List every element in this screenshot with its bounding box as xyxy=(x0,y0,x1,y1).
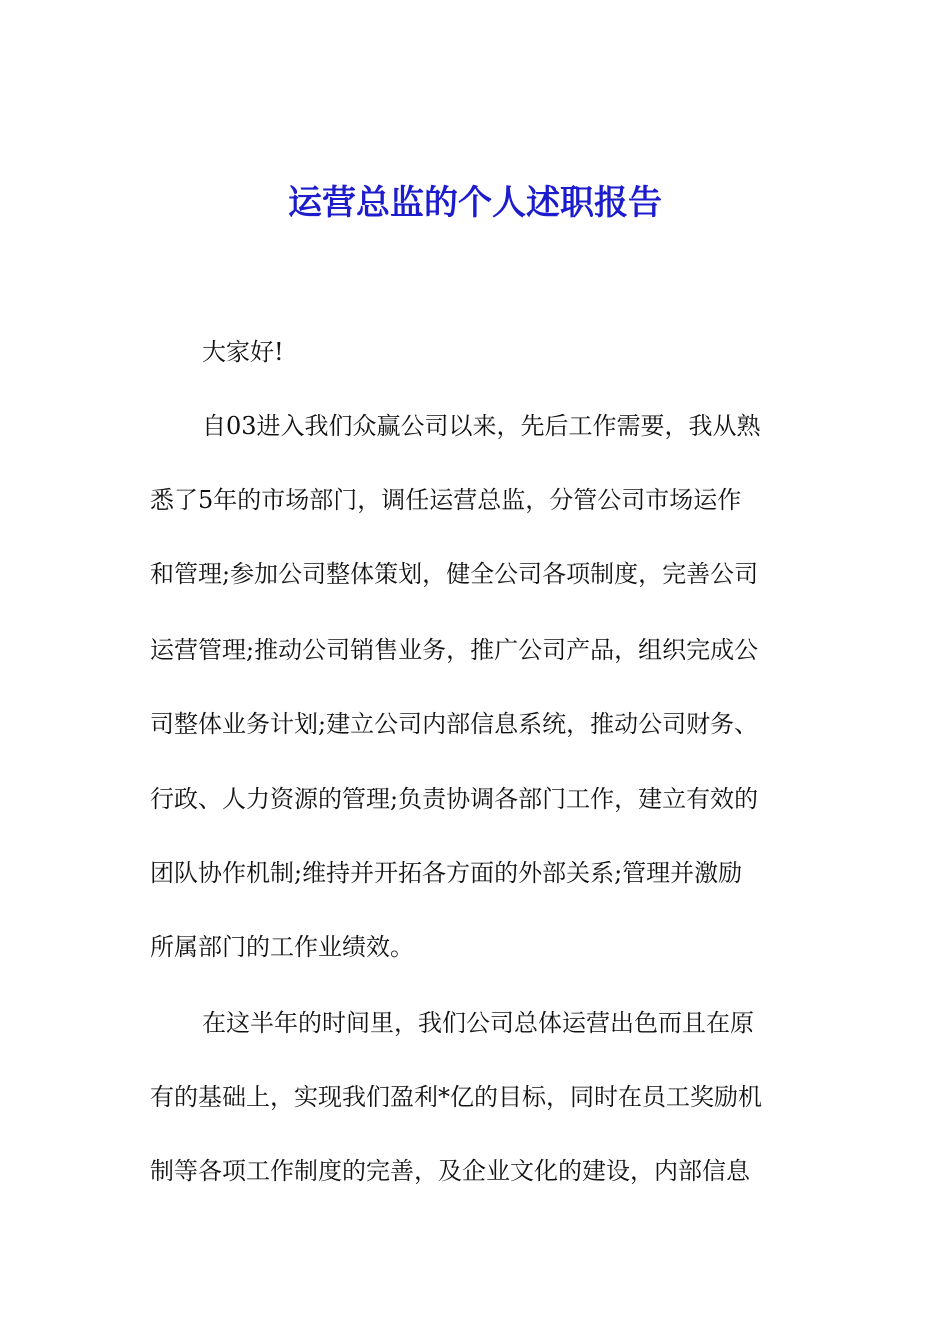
paragraph-line: 行政、人力资源的管理;负责协调各部门工作，建立有效的 xyxy=(150,785,759,813)
paragraph-line: 司整体业务计划;建立公司内部信息系统，推动公司财务、 xyxy=(150,710,759,738)
paragraph-line: 有的基础上，实现我们盈利*亿的目标，同时在员工奖励机 xyxy=(150,1083,762,1111)
document-title: 运营总监的个人述职报告 xyxy=(288,183,662,223)
paragraph-line: 运营管理;推动公司销售业务，推广公司产品，组织完成公 xyxy=(150,636,759,664)
paragraph-line: 悉了5年的市场部门，调任运营总监，分管公司市场运作 xyxy=(150,486,742,514)
paragraph-line: 制等各项工作制度的完善，及企业文化的建设，内部信息 xyxy=(150,1157,750,1185)
paragraph-line: 自03进入我们众赢公司以来，先后工作需要，我从熟 xyxy=(202,412,761,440)
paragraph-line: 所属部门的工作业绩效。 xyxy=(150,933,414,961)
paragraph-line: 在这半年的时间里，我们公司总体运营出色而且在原 xyxy=(202,1009,754,1037)
paragraph-line: 团队协作机制;维持并开拓各方面的外部关系;管理并激励 xyxy=(150,859,743,887)
paragraph-line: 和管理;参加公司整体策划，健全公司各项制度，完善公司 xyxy=(150,560,759,588)
greeting-line: 大家好! xyxy=(202,338,284,366)
